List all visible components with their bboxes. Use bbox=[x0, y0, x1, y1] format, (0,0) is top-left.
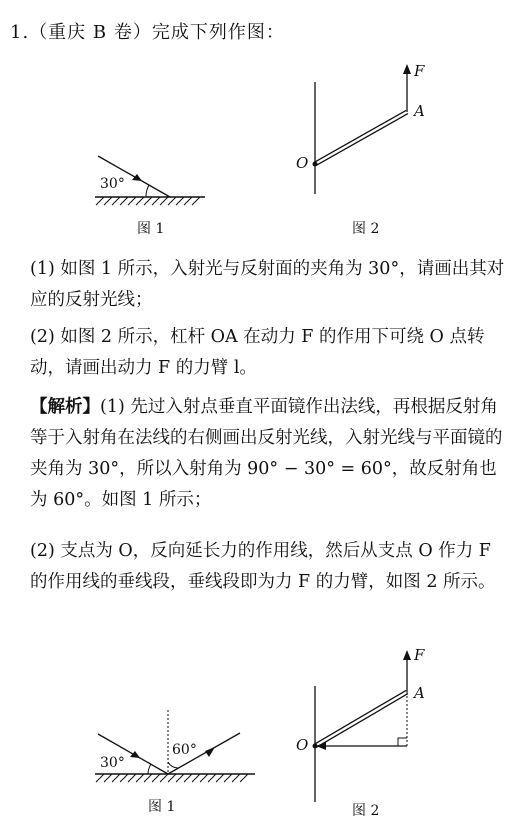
top-fig1-angle-label: 30° bbox=[100, 176, 125, 192]
incident-arrow-icon bbox=[132, 174, 142, 181]
reflected-arrow-icon bbox=[205, 747, 215, 757]
bottom-label-o: O bbox=[296, 736, 309, 754]
task-2-text: (2) 如图 2 所示，杠杆 OA 在动力 F 的作用下可绕 O 点转动，请画出动力 F 的力臂 l。 bbox=[30, 327, 485, 378]
mirror-hatching bbox=[96, 774, 248, 782]
solution-part-2: (2) 支点为 O，反向延长力的作用线，然后从支点 O 作力 F 的作用线的垂线段，垂线段即为力 F 的力臂，如图 2 所示。 bbox=[30, 541, 496, 592]
top-fig1-caption: 图 1 bbox=[137, 221, 165, 237]
solution-tag: 【解析】 bbox=[30, 397, 100, 417]
force-f-arrow-icon bbox=[403, 650, 411, 660]
bottom-fig1-angle-60: 60° bbox=[172, 742, 197, 758]
force-f-arrow-icon bbox=[403, 64, 411, 74]
problem-title: 1.（重庆 B 卷）完成下列作图： bbox=[10, 22, 285, 43]
bottom-fig1-caption: 图 1 bbox=[148, 799, 176, 815]
solution-part-1 bbox=[30, 392, 510, 516]
bottom-fig1-angle-30: 30° bbox=[100, 755, 125, 771]
top-label-a: A bbox=[414, 102, 425, 120]
task-1-text: (1) 如图 1 所示，入射光与反射面的夹角为 30°，请画出其对应的反射光线； bbox=[30, 259, 505, 310]
top-fig2-caption: 图 2 bbox=[352, 221, 380, 237]
top-label-f: F bbox=[414, 62, 425, 80]
top-label-o: O bbox=[296, 154, 309, 172]
bottom-label-a: A bbox=[414, 684, 425, 702]
solution-part-1-text: (1) 先过入射点垂直平面镜作出法线，再根据反射角等于入射角在法线的右侧画出反射光线，入射光线与平面镜的夹角为 30°，所以入射角为 90° − 30° = 60°，故反射角也为 60°。如图 1 所示； bbox=[30, 397, 503, 510]
top-figure-2 bbox=[290, 60, 430, 200]
pivot-o bbox=[313, 162, 318, 167]
bottom-figure-2 bbox=[290, 640, 430, 810]
mirror-hatching bbox=[96, 197, 200, 205]
bottom-fig2-caption: 图 2 bbox=[352, 803, 380, 819]
right-angle-marker bbox=[398, 738, 407, 746]
bottom-label-f: F bbox=[414, 646, 425, 664]
incident-arrow-icon bbox=[130, 751, 140, 758]
